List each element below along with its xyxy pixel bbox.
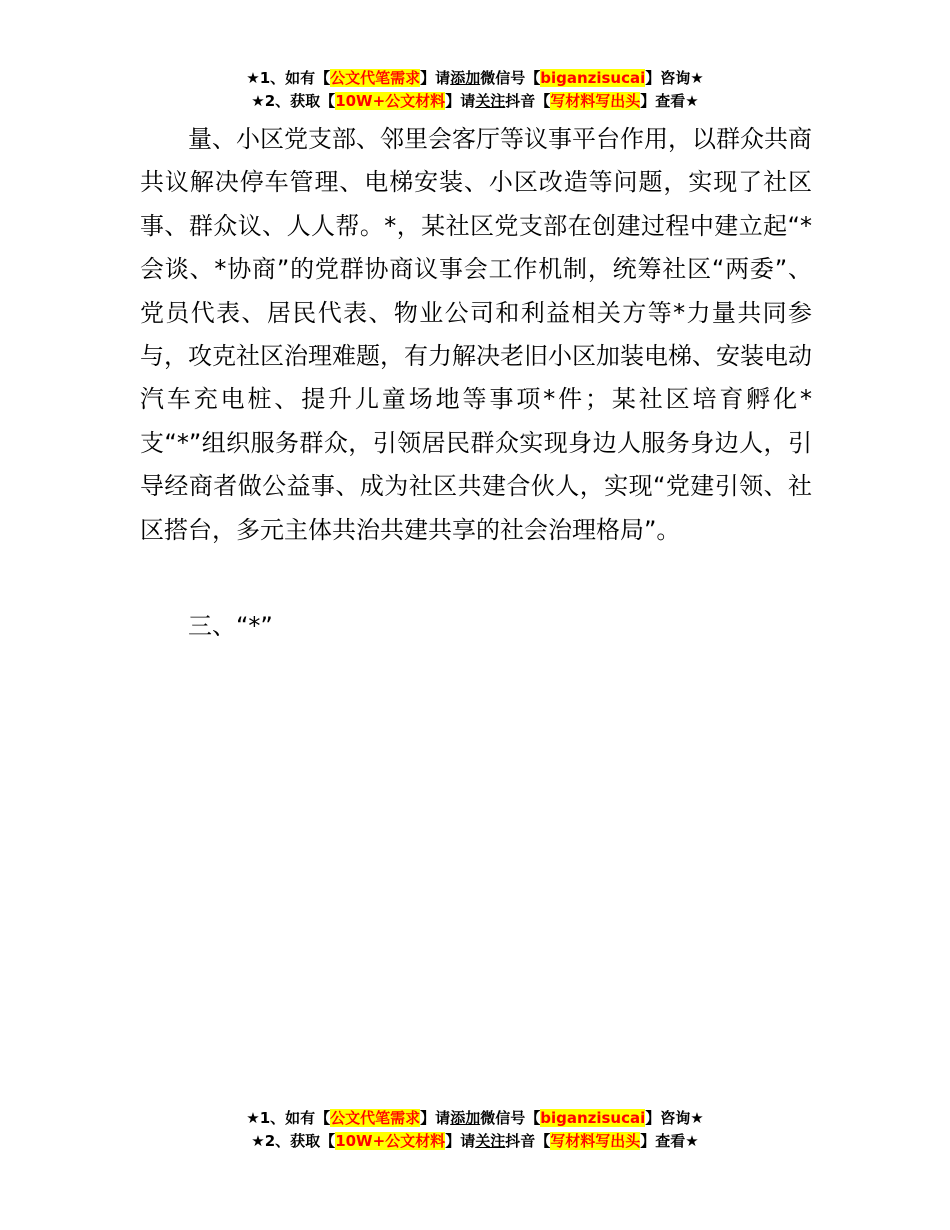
header-banner-line-1: [0, 67, 950, 90]
footer-line2-underlined-follow: 关注: [475, 1132, 506, 1150]
footer-line2-suffix: 】查看★: [640, 1132, 699, 1150]
header-line1-highlight-wechat-id: biganzisucai: [540, 69, 646, 87]
footer-line2-highlight-douyin: 写材料写出头: [550, 1132, 641, 1150]
header-line2-mid: 】请: [445, 92, 476, 110]
header-line2-mid2: 抖音【: [505, 92, 551, 110]
header-line2-underlined-follow: 关注: [475, 92, 506, 110]
footer-line1-suffix: 】咨询★: [645, 1109, 704, 1127]
header-line2-highlight-douyin: 写材料写出头: [550, 92, 641, 110]
footer-line1-highlight-wechat-id: biganzisucai: [540, 1109, 646, 1127]
header-banner-line-2: [0, 90, 950, 113]
header-line2-suffix: 】查看★: [640, 92, 699, 110]
section-heading: 三、“*”: [188, 612, 273, 640]
footer-banner-line-1: [0, 1107, 950, 1130]
footer-banner-line-2: [0, 1130, 950, 1153]
document-body: [140, 118, 812, 552]
footer-line2-mid2: 抖音【: [505, 1132, 551, 1150]
header-line1-prefix: ★1、如有【: [246, 69, 331, 87]
header-line1-highlight-service: 公文代笔需求: [330, 69, 421, 87]
header-banner: [0, 67, 950, 113]
footer-line2-mid: 】请: [445, 1132, 476, 1150]
body-paragraph: 量、小区党支部、邻里会客厅等议事平台作用，以群众共商共议解决停车管理、电梯安装、小区改造等问题，实现了社区事、群众议、人人帮。*，某社区党支部在创建过程中建立起“*会谈、*协商”的党群协商议事会工作机制，统筹社区“两委”、党员代表、居民代表、物业公司和利益相关方等*力量共同参与，攻克社区治理难题，有力解决老旧小区加装电梯、安装电动汽车充电桩、提升儿童场地等事项*件；某社区培育孵化*支“*”组织服务群众，引领居民群众实现身边人服务身边人，引导经商者做公益事、成为社区共建合伙人，实现“党建引领、社区搭台，多元主体共治共建共享的社会治理格局”。: [140, 125, 812, 544]
footer-line1-underlined-add: 添加: [450, 1109, 481, 1127]
header-line2-prefix: ★2、获取【: [251, 92, 336, 110]
header-line2-highlight-materials: 10W+公文材料: [335, 92, 446, 110]
header-line1-suffix: 】咨询★: [645, 69, 704, 87]
footer-line1-mid: 】请: [420, 1109, 451, 1127]
footer-line1-mid2: 微信号【: [480, 1109, 541, 1127]
footer-line2-prefix: ★2、获取【: [251, 1132, 336, 1150]
footer-line2-highlight-materials: 10W+公文材料: [335, 1132, 446, 1150]
header-line1-mid: 】请: [420, 69, 451, 87]
footer-line1-prefix: ★1、如有【: [246, 1109, 331, 1127]
footer-banner: [0, 1107, 950, 1153]
header-line1-underlined-add: 添加: [450, 69, 481, 87]
header-line1-mid2: 微信号【: [480, 69, 541, 87]
footer-line1-highlight-service: 公文代笔需求: [330, 1109, 421, 1127]
